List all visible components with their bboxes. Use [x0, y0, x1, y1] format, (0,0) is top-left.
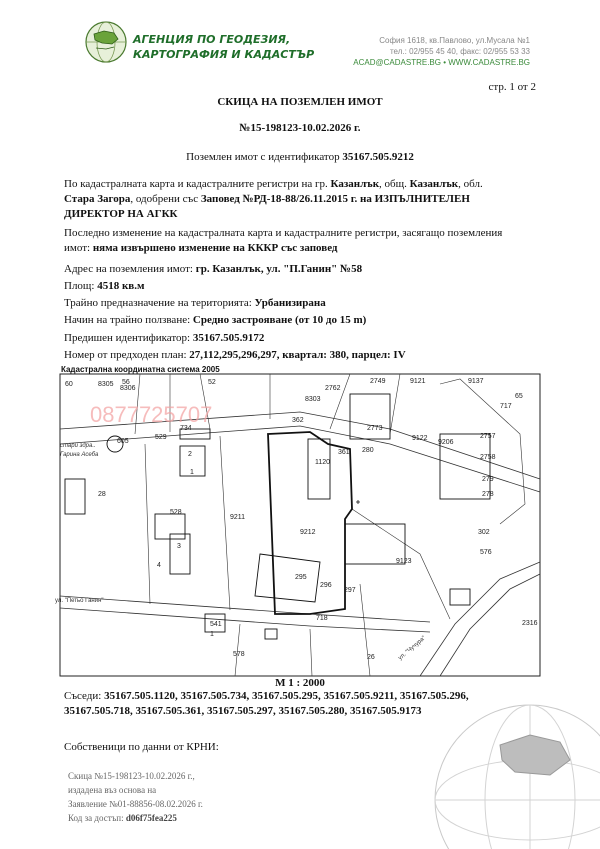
parcel-label: 278 [482, 491, 494, 498]
cadastral-map[interactable] [55, 374, 540, 676]
parcel-label: 9206 [438, 439, 454, 446]
neighbors-label: Съседи: [64, 690, 102, 702]
parcel-label: 9137 [468, 378, 484, 385]
parcel-label: 528 [170, 509, 182, 516]
parcel-label: 8305 [98, 381, 114, 388]
parcel-label: 529 [155, 434, 167, 441]
old-name-1: стари здра.. [60, 443, 96, 449]
owners-label: Собственици по данни от КРНИ: [64, 741, 219, 753]
p2-text: Последно изменение на кадастралната карта и кадастралните регистри, засягащо поземления [64, 227, 503, 239]
footer-issued-on-basis: издадена въз основа на [68, 785, 157, 795]
parcel-label: 8303 [305, 396, 321, 403]
previous-plan-line [64, 348, 406, 363]
purpose-line [64, 296, 326, 311]
parcel-label: 9121 [410, 378, 426, 385]
neighbors-line1: 35167.505.1120, 35167.505.734, 35167.505.295, 35167.505.9211, 35167.505.296, [104, 690, 469, 702]
agency-phone: тел.: 02/955 45 40, факс: 02/955 53 33 [389, 47, 530, 56]
previous-id-line [64, 331, 264, 346]
order: Заповед №РД-18-88/26.11.2015 г. на ИЗПЪЛНИТЕЛЕН [200, 193, 470, 205]
p1-text-d: , одобрени със [130, 193, 199, 205]
parcel-label: 52 [208, 379, 216, 386]
bulgaria-map-icon [500, 735, 570, 775]
previous-id-label: Предишен идентификатор: [64, 332, 191, 344]
parcel-label: 2749 [370, 378, 386, 385]
parcel-label: 65 [515, 393, 523, 400]
usage-value: Средно застрояване (от 10 до 15 m) [192, 314, 367, 326]
parcel-label: 9212 [300, 529, 316, 536]
agency-address: София 1618, кв.Павлово, ул.Мусала №1 [379, 36, 530, 45]
parcel-label: 717 [500, 403, 512, 410]
parcel-label: 1 [210, 631, 214, 638]
parcel-label: 3 [177, 543, 181, 550]
parcel-label: 297 [344, 587, 356, 594]
parcel-label: 4 [157, 562, 161, 569]
phone-watermark: 0877725707 [90, 402, 213, 427]
order-authority: ДИРЕКТОР НА АГКК [64, 208, 178, 220]
parcel-label: 2757 [480, 433, 496, 440]
cadastre-paragraph [64, 177, 554, 222]
previous-id-value: 35167.505.9172 [192, 332, 265, 344]
parcel-label: 295 [295, 574, 307, 581]
footer-application: Заявление №01-88856-08.02.2026 г. [68, 799, 203, 809]
street-label: ул. "Петьо Ганин" [55, 598, 104, 604]
parcel-label: 2758 [480, 454, 496, 461]
last-change-value: няма извършено изменение на КККР със заповед [92, 242, 338, 254]
parcel-label: 302 [478, 529, 490, 536]
identifier-value: 35167.505.9212 [342, 151, 414, 163]
address-value: гр. Казанлък, ул. "П.Ганин" №58 [195, 263, 363, 275]
parcel-label: 280 [362, 447, 374, 454]
region: Стара Загора [64, 193, 131, 205]
parcel-label: 279 [482, 476, 494, 483]
parcel-label: 361 [338, 449, 350, 456]
parcel-label: 8306 [120, 385, 136, 392]
agency-web: ACAD@CADASTRE.BG • WWW.CADASTRE.BG [353, 58, 530, 67]
globe-icon [84, 20, 128, 64]
parcel-label: 605 [117, 438, 129, 445]
parcel-label: 718 [316, 615, 328, 622]
parcel-label: 1120 [315, 459, 331, 466]
area-value: 4518 кв.м [97, 280, 145, 292]
purpose-value: Урбанизирана [254, 297, 326, 309]
usage-label: Начин на трайно ползване: [64, 314, 191, 326]
page-number: стр. 1 от 2 [488, 81, 536, 93]
parcel-label: 296 [320, 582, 332, 589]
parcel-label: 541 [210, 621, 222, 628]
address-line [64, 262, 362, 277]
parcel-label: 2316 [522, 620, 538, 627]
p1-text-c: , обл. [458, 178, 483, 190]
map-scale: М 1 : 2000 [275, 677, 325, 689]
footer-access-code [68, 811, 203, 825]
street2-label: ул. "Чучура" [397, 635, 428, 662]
parcel-label: 362 [292, 417, 304, 424]
area-line [64, 279, 145, 294]
parcel-label: 2773 [367, 425, 383, 432]
parcel-label: 28 [98, 491, 106, 498]
parcel-label: 576 [480, 549, 492, 556]
footer [68, 769, 203, 825]
document-number: №15-198123-10.02.2026 г. [239, 122, 361, 134]
parcel-label: 26 [367, 654, 375, 661]
access-code-label: Код за достъп: [68, 813, 124, 823]
parcel-label: 2762 [325, 385, 341, 392]
parcel-label: 2 [188, 451, 192, 458]
p1-text-b: , общ. [379, 178, 407, 190]
agency-name-line1: АГЕНЦИЯ ПО ГЕОДЕЗИЯ, [133, 33, 291, 46]
purpose-label: Трайно предназначение на територията: [64, 297, 252, 309]
identifier-line [0, 150, 600, 165]
parcel-label: 9211 [230, 514, 246, 521]
previous-plan-value: 27,112,295,296,297, квартал: 380, парцел: IV [189, 349, 406, 361]
parcel-label: 9123 [396, 558, 412, 565]
access-code-value: d06f75fea225 [125, 813, 177, 823]
footer-sketch-number: Скица №15-198123-10.02.2026 г., [68, 771, 195, 781]
usage-line [64, 313, 366, 328]
coordinate-system-label: Кадастрална координатна система 2005 [61, 365, 220, 374]
parcel-label: 734 [180, 425, 192, 432]
agency-name-line2: КАРТОГРАФИЯ И КАДАСТЪР [133, 48, 315, 61]
parcel-label: 1 [190, 469, 194, 476]
address-label: Адрес на поземления имот: [64, 263, 193, 275]
old-name-2: Гарина Асеба [60, 452, 99, 458]
parcel-label: 9122 [412, 435, 428, 442]
previous-plan-label: Номер от предходен план: [64, 349, 187, 361]
agency-logo [84, 20, 128, 64]
document-title: СКИЦА НА ПОЗЕМЛЕН ИМОТ [217, 96, 383, 108]
last-change-paragraph [64, 226, 554, 256]
city: Казанлък [330, 178, 380, 190]
p1-text: По кадастралната карта и кадастралните регистри на гр. [64, 178, 328, 190]
neighbors-line2: 35167.505.718, 35167.505.361, 35167.505.297, 35167.505.280, 35167.505.9173 [64, 705, 422, 717]
municipality: Казанлък [409, 178, 459, 190]
identifier-label: Поземлен имот с идентификатор [186, 151, 340, 163]
area-label: Площ: [64, 280, 95, 292]
decorative-globe-icon [420, 690, 600, 849]
parcel-label: 56 [122, 379, 130, 386]
parcel-label: 578 [233, 651, 245, 658]
p2-text-b: имот: [64, 242, 91, 254]
parcel-label: 60 [65, 381, 73, 388]
